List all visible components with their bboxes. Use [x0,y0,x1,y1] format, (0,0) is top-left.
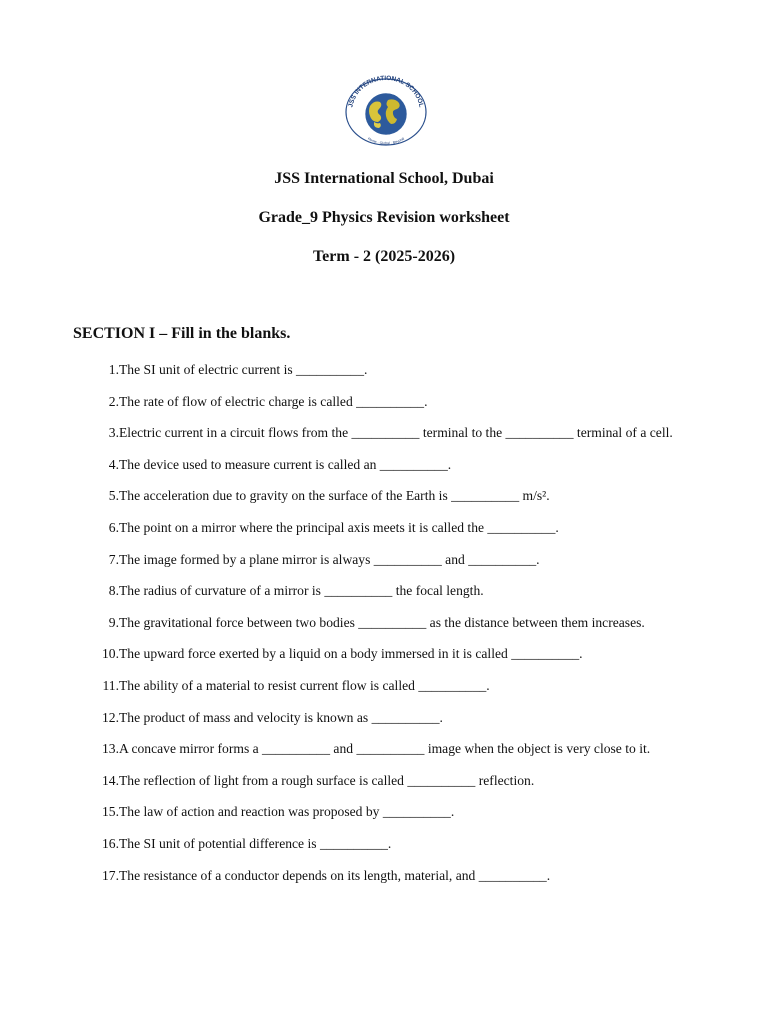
question-list [78,361,698,898]
question-item [78,803,698,820]
question-number: 17. [102,867,119,883]
question-text: The upward force exerted by a liquid on a body immersed in it is called __________. [119,646,583,662]
svg-text:Home · Global · Beyond: Home · Global · Beyond [367,136,405,146]
question-number: 13. [102,741,119,757]
question-item [78,677,698,694]
school-logo [338,72,434,146]
question-item [78,709,698,726]
question-text: The product of mass and velocity is known as __________. [119,709,443,725]
question-item [78,772,698,789]
question-text: The SI unit of electric current is __________. [119,362,368,377]
question-item [78,614,698,631]
question-number: 2. [108,393,119,409]
question-number: 12. [102,709,119,725]
question-item [78,867,698,884]
question-item [78,835,698,852]
question-number: 3. [108,425,119,441]
question-number: 6. [108,519,119,535]
question-number: 4. [108,456,119,472]
question-text: A concave mirror forms a __________ and __________ image when the object is very close to it. [119,741,651,757]
question-number: 7. [108,551,119,567]
question-item [78,487,698,504]
question-text: The acceleration due to gravity on the surface of the Earth is __________ m/s². [119,488,550,504]
question-item [78,740,698,757]
worksheet-title: Grade_9 Physics Revision worksheet [258,209,510,226]
question-number: 10. [102,646,119,662]
question-item [78,551,698,568]
question-number: 9. [108,614,119,630]
question-text: Electric current in a circuit flows from the __________ terminal to the __________ terminal of a cell. [119,425,673,441]
question-number: 1. [108,362,119,377]
svg-text:JSS INTERNATIONAL SCHOOL: JSS INTERNATIONAL SCHOOL [347,74,425,109]
question-text: The point on a mirror where the principal axis meets it is called the __________. [119,519,559,535]
question-text: The gravitational force between two bodies __________ as the distance between them increases. [119,614,645,630]
question-item [78,582,698,599]
question-text: The SI unit of potential difference is __________. [119,835,392,851]
question-item [78,393,698,410]
question-number: 16. [102,835,119,851]
question-number: 11. [102,677,119,693]
question-number: 8. [108,583,119,599]
question-number: 14. [102,772,119,788]
question-text: The image formed by a plane mirror is always __________ and __________. [119,551,540,567]
term-label: Term - 2 (2025-2026) [312,248,456,265]
question-text: The law of action and reaction was proposed by __________. [119,804,455,820]
section-title: SECTION I – Fill in the blanks. [73,325,291,342]
question-item [78,519,698,536]
question-text: The resistance of a conductor depends on its length, material, and __________. [119,867,551,883]
question-item [78,456,698,473]
question-text: The ability of a material to resist current flow is called __________. [119,677,490,693]
school-name: JSS International School, Dubai [274,170,494,187]
question-item [78,361,698,378]
question-text: The device used to measure current is called an __________. [119,456,452,472]
question-item [78,645,698,662]
question-text: The rate of flow of electric charge is called __________. [119,393,428,409]
question-number: 15. [102,804,119,820]
question-item [78,424,698,441]
question-text: The radius of curvature of a mirror is __________ the focal length. [119,583,484,599]
question-number: 5. [108,488,119,504]
question-text: The reflection of light from a rough surface is called __________ reflection. [119,772,535,788]
